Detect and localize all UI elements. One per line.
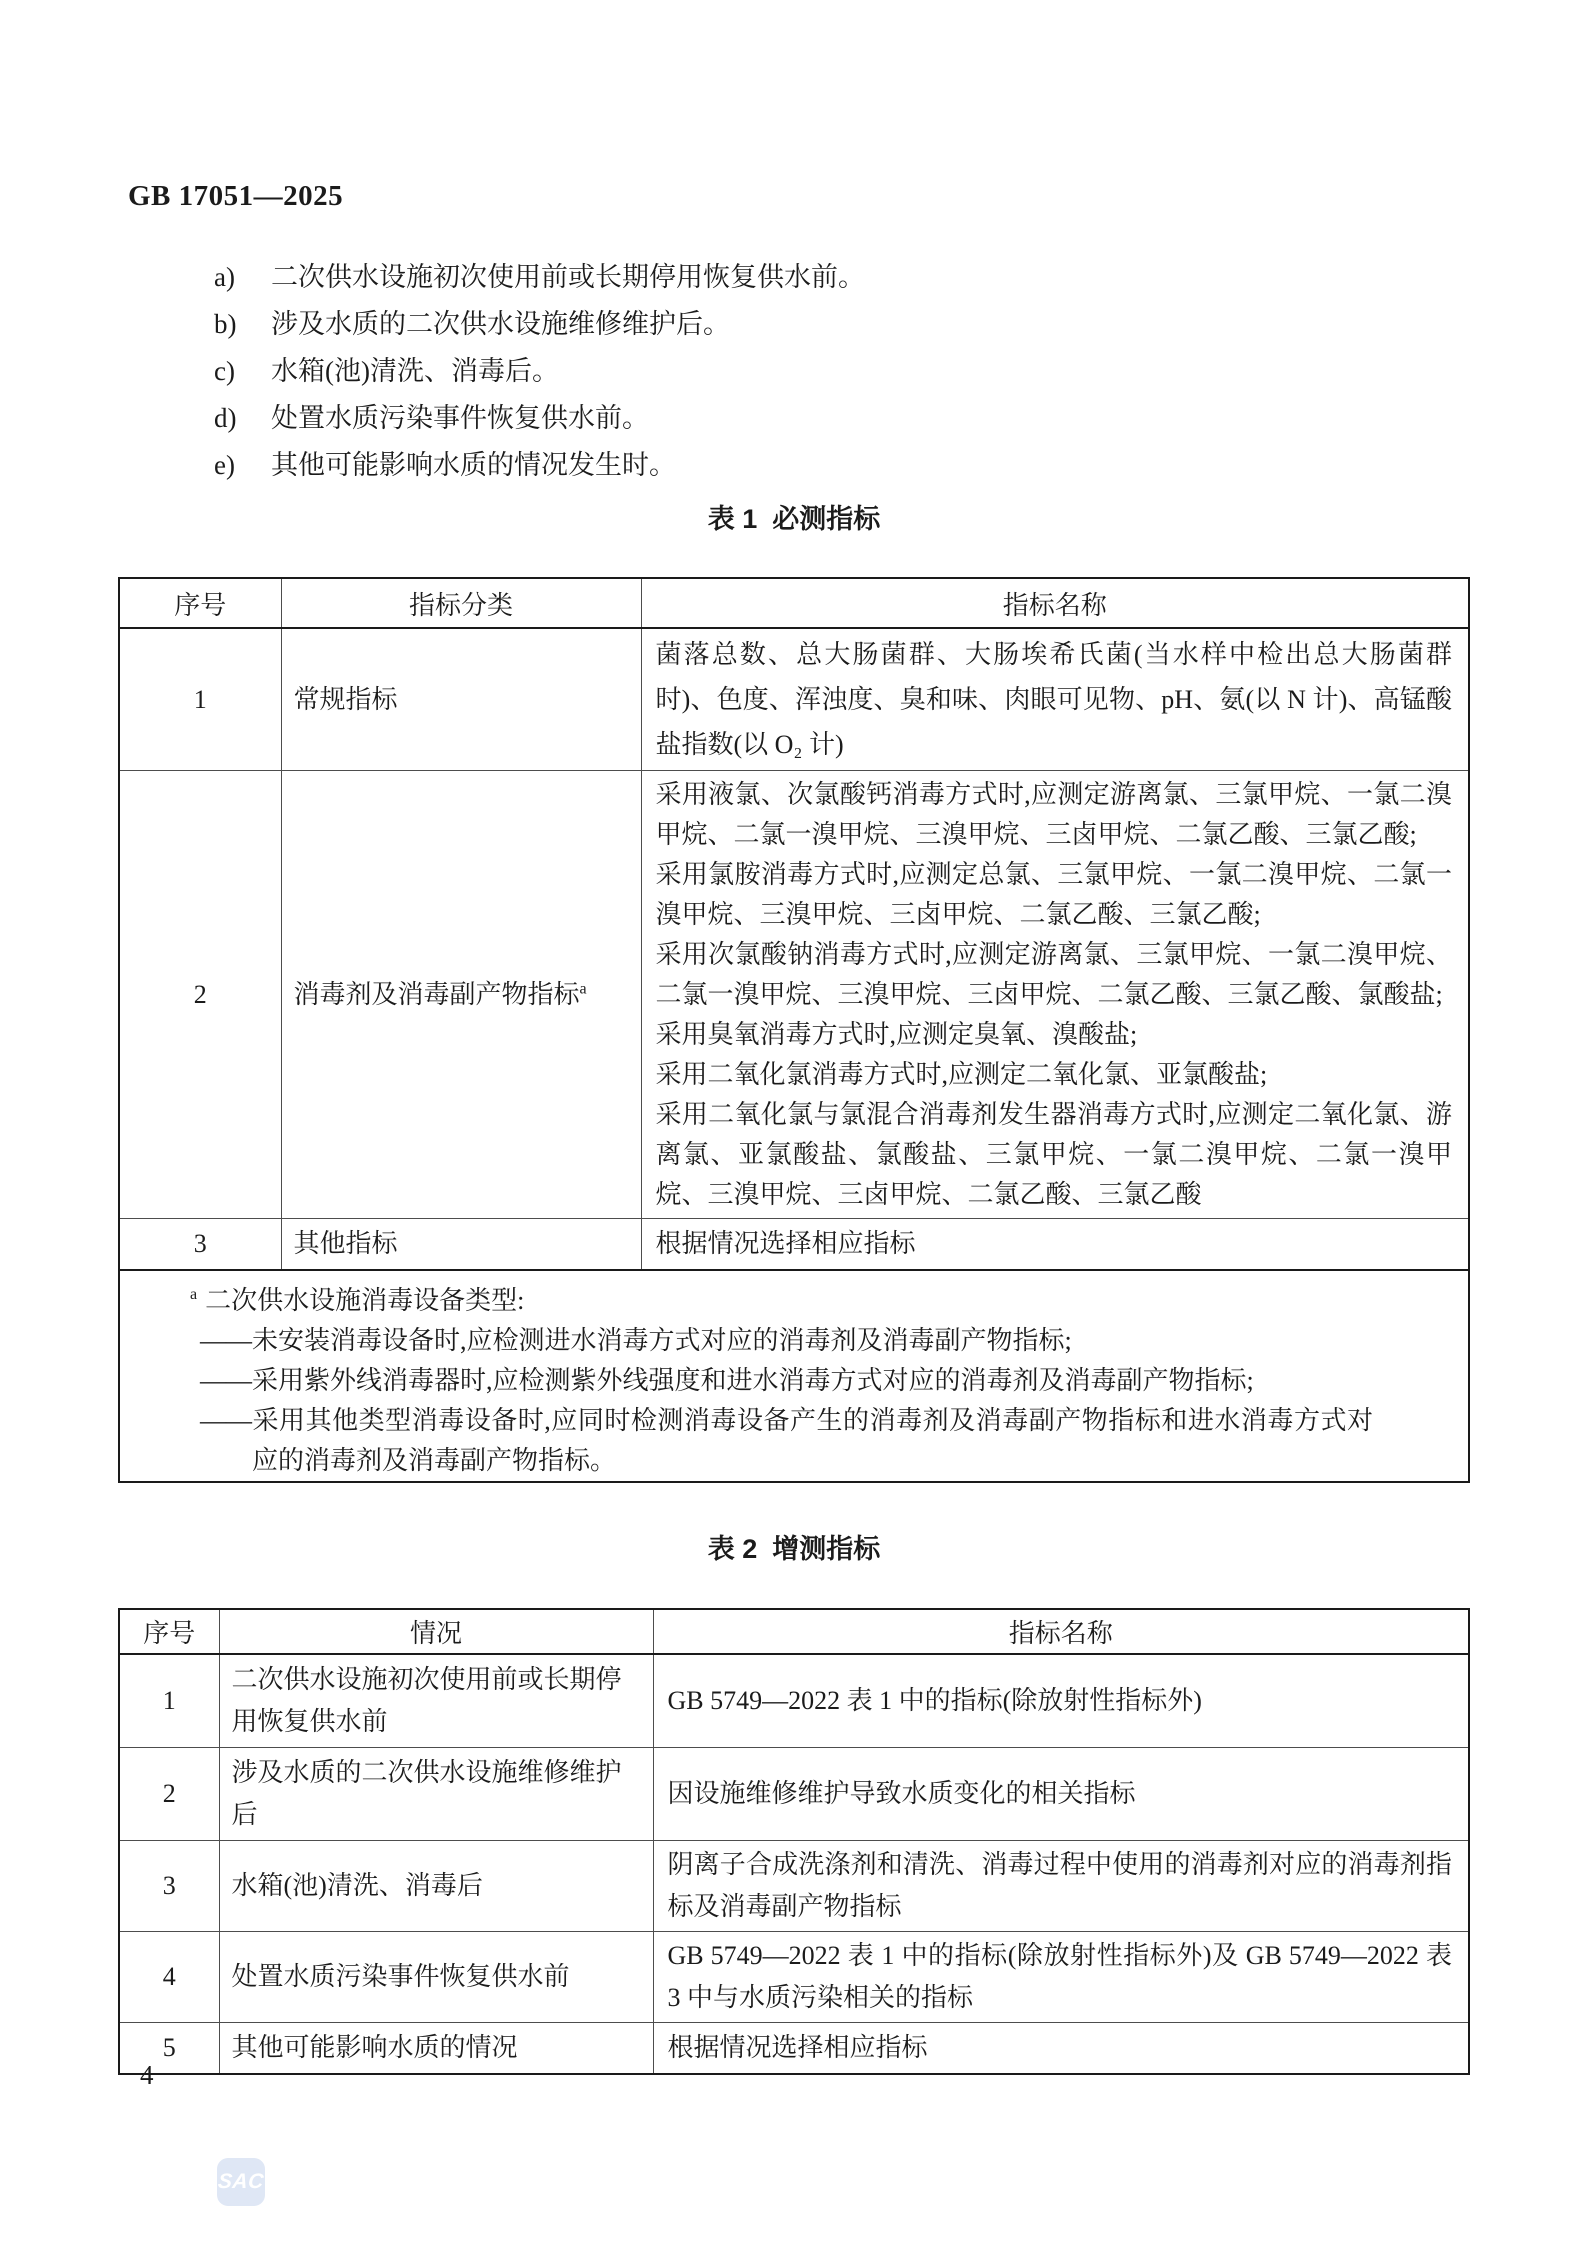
- footnote-item-text: 采用其他类型消毒设备时,应同时检测消毒设备产生的消毒剂及消毒副产物指标和进水消毒方式对应的消毒剂及消毒副产物指标。: [252, 1406, 1373, 1475]
- cell-situation: 二次供水设施初次使用前或长期停用恢复供水前: [219, 1654, 653, 1748]
- table2-additional-indicators: [118, 1608, 1470, 2075]
- cell-name-text: 菌落总数、总大肠菌群、大肠埃希氏菌(当水样中检出总大肠菌群时)、色度、浑浊度、臭和味、肉眼可见物、pH、氨(以 N 计)、高锰酸盐指数(以 O₂ 计): [655, 640, 1452, 759]
- cell-category-text: 消毒剂及消毒副产物指标: [293, 979, 580, 1009]
- dash-prefix: ——: [200, 1366, 252, 1395]
- cell-name: [641, 771, 1469, 1219]
- cell-name: [653, 1748, 1469, 1841]
- cell-name-text: 阴离子合成洗涤剂和清洗、消毒过程中使用的消毒剂对应的消毒剂指标及消毒副产物指标: [667, 1850, 1452, 1921]
- cell-name: [653, 2023, 1469, 2075]
- sac-logo-text: SAC: [216, 2170, 266, 2193]
- table1-header-name: 指标名称: [641, 578, 1469, 628]
- dash-prefix: ——: [200, 1406, 252, 1435]
- page-number: 4: [140, 2060, 154, 2090]
- footnote-item-text: 采用紫外线消毒器时,应检测紫外线强度和进水消毒方式对应的消毒剂及消毒副产物指标;: [252, 1366, 1254, 1395]
- cell-name-text: 因设施维修维护导致水质变化的相关指标: [667, 1779, 1136, 1808]
- disinfection-clause: 采用臭氧消毒方式时,应测定臭氧、溴酸盐;: [655, 1019, 1138, 1049]
- cell-name: [653, 1654, 1469, 1748]
- cell-name-text: 根据情况选择相应指标: [667, 2033, 928, 2062]
- table-row: [119, 1654, 1469, 1748]
- list-item-marker: a): [214, 262, 235, 292]
- footnote-item: [148, 1321, 1373, 1361]
- table-row: [119, 628, 1469, 771]
- table1-header-row: [119, 578, 1469, 628]
- table2-header-name: 指标名称: [653, 1609, 1469, 1654]
- sac-logo: [217, 2158, 265, 2206]
- cell-category: 常规指标: [281, 628, 641, 771]
- list-item-marker: b): [214, 309, 237, 339]
- dash-prefix: ——: [200, 1326, 252, 1355]
- list-item: [214, 395, 865, 442]
- cell-name: [653, 1841, 1469, 1932]
- table1-required-indicators: [118, 577, 1470, 1483]
- footnote-title: [148, 1281, 1373, 1321]
- disinfection-clause: 采用次氯酸钠消毒方式时,应测定游离氯、三氯甲烷、一氯二溴甲烷、二氯一溴甲烷、三溴甲烷、三卤甲烷、二氯乙酸、三氯乙酸、氯酸盐;: [655, 939, 1452, 1009]
- cell-no: 1: [119, 1654, 219, 1748]
- cell-situation: 涉及水质的二次供水设施维修维护后: [219, 1748, 653, 1841]
- cell-category: 其他指标: [281, 1219, 641, 1271]
- table2-header-situation: 情况: [219, 1609, 653, 1654]
- list-item-text: 二次供水设施初次使用前或长期停用恢复供水前。: [271, 262, 865, 292]
- list-item-text: 其他可能影响水质的情况发生时。: [271, 450, 676, 480]
- table1-footnote: [119, 1270, 1469, 1482]
- table-row: [119, 1841, 1469, 1932]
- list-item-marker: e): [214, 450, 235, 480]
- cell-no: 3: [119, 1841, 219, 1932]
- intro-list: [214, 254, 865, 489]
- cell-name-text: GB 5749—2022 表 1 中的指标(除放射性指标外): [667, 1686, 1202, 1715]
- cell-name-text: 根据情况选择相应指标: [655, 1229, 916, 1258]
- cell-name: [641, 1219, 1469, 1271]
- list-item-text: 水箱(池)清洗、消毒后。: [271, 356, 559, 386]
- cell-situation: 处置水质污染事件恢复供水前: [219, 1932, 653, 2023]
- list-item: [214, 348, 865, 395]
- cell-name: [641, 628, 1469, 771]
- table1-footnote-row: [119, 1270, 1469, 1482]
- cell-no: 2: [119, 1748, 219, 1841]
- disinfection-clause: 采用氯胺消毒方式时,应测定总氯、三氯甲烷、一氯二溴甲烷、二氯一溴甲烷、三溴甲烷、三卤甲烷、二氯乙酸、三氯乙酸;: [655, 859, 1452, 929]
- doc-number: GB 17051—2025: [128, 180, 344, 212]
- footnote-marker: a: [190, 1286, 198, 1304]
- table-row: [119, 1748, 1469, 1841]
- disinfection-clause: 采用二氧化氯与氯混合消毒剂发生器消毒方式时,应测定二氧化氯、游离氯、亚氯酸盐、氯酸盐、三氯甲烷、一氯二溴甲烷、二氯一溴甲烷、三溴甲烷、三卤甲烷、二氯乙酸、三氯乙酸: [655, 1099, 1452, 1209]
- table1-header-no: 序号: [119, 578, 281, 628]
- list-item-marker: c): [214, 356, 235, 386]
- cell-no: 4: [119, 1932, 219, 2023]
- list-item-text: 涉及水质的二次供水设施维修维护后。: [271, 309, 730, 339]
- cell-situation: 水箱(池)清洗、消毒后: [219, 1841, 653, 1932]
- table-row: [119, 2023, 1469, 2075]
- disinfection-clause: 采用二氧化氯消毒方式时,应测定二氧化氯、亚氯酸盐;: [655, 1059, 1268, 1089]
- list-item: [214, 254, 865, 301]
- cell-name: [653, 1932, 1469, 2023]
- cell-category: [281, 771, 641, 1219]
- table-row: [119, 771, 1469, 1219]
- list-item-text: 处置水质污染事件恢复供水前。: [271, 403, 649, 433]
- table-row: [119, 1932, 1469, 2023]
- footnote-title-text: 二次供水设施消毒设备类型:: [205, 1286, 525, 1315]
- footnote-item: [148, 1401, 1373, 1481]
- list-item: [214, 442, 865, 489]
- cell-name-text: GB 5749—2022 表 1 中的指标(除放射性指标外)及 GB 5749—2022 表 3 中与水质污染相关的指标: [667, 1941, 1452, 2012]
- disinfection-clause: 采用液氯、次氯酸钙消毒方式时,应测定游离氯、三氯甲烷、一氯二溴甲烷、二氯一溴甲烷、三溴甲烷、三卤甲烷、二氯乙酸、三氯乙酸;: [655, 779, 1452, 849]
- cell-no: 3: [119, 1219, 281, 1271]
- cell-no: 2: [119, 771, 281, 1219]
- footnote-ref-superscript: a: [579, 979, 587, 997]
- cell-no: 1: [119, 628, 281, 771]
- table2-caption: 表 2 增测指标: [707, 1534, 881, 1564]
- cell-situation: 其他可能影响水质的情况: [219, 2023, 653, 2075]
- footnote-item-text: 未安装消毒设备时,应检测进水消毒方式对应的消毒剂及消毒副产物指标;: [252, 1326, 1072, 1355]
- table2-header-row: [119, 1609, 1469, 1654]
- list-item: [214, 301, 865, 348]
- table2-header-no: 序号: [119, 1609, 219, 1654]
- footnote-item: [148, 1361, 1373, 1401]
- table1-header-category: 指标分类: [281, 578, 641, 628]
- cell-no: 5: [119, 2023, 219, 2075]
- list-item-marker: d): [214, 403, 237, 433]
- table1-caption: 表 1 必测指标: [707, 504, 881, 534]
- table-row: [119, 1219, 1469, 1271]
